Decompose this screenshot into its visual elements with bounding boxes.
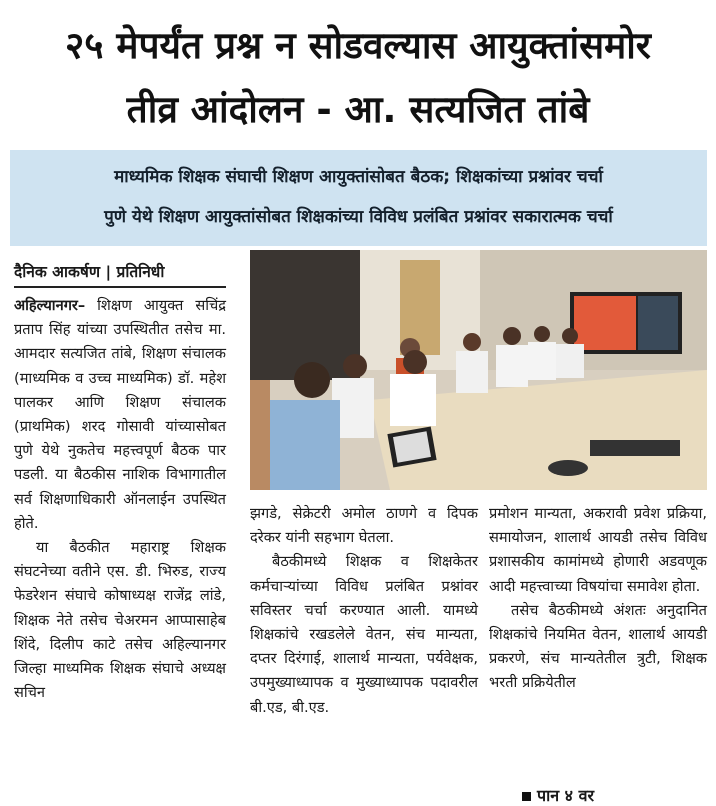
article-paragraph: बैठकीमध्ये शिक्षक व शिक्षकेतर कर्मचाऱ्यांच्या विविध प्रलंबित प्रश्नांवर सविस्तर चर्चा करण्यात आली. यामध्ये शिक्षकांचे रखडलेले वेतन, संच मान्यता, दप्तर दिरंगाई, शालार्थ मान्यता, पर्यवेक्षक, उपमुख्याध्यापक व मुख्याध्यापक पदावरील बी.एड, बी.एड. bbox=[250, 553, 478, 716]
headline-line-1: २५ मेपर्यंत प्रश्न न सोडवल्यास आयुक्तांसमोर bbox=[65, 24, 651, 67]
article-column-2 bbox=[250, 502, 478, 720]
byline-rule bbox=[14, 286, 226, 288]
article-paragraph: या बैठकीत महाराष्ट्र शिक्षक संघटनेच्या वतीने एस. डी. भिरुड, राज्य फेडरेशन संघाचे कोषाध्यक्ष राजेंद्र लांडे, शिक्षक नेते तसेच चेअरमन आप्पासाहेब शिंदे, दिलीप काटे तसेच अहिल्यानगर जिल्हा माध्यमिक शिक्षक संघाचे अध्यक्ष सचिन bbox=[14, 539, 226, 702]
article-paragraph: प्रमोशन मान्यता, अकरावी प्रवेश प्रक्रिया, समायोजन, शालार्थ आयडी तसेच विविध प्रशासकीय कामांमध्ये होणारी अडवणूक आदी महत्त्वाच्या विषयांचा समावेश होता. bbox=[489, 505, 707, 595]
article-paragraph bbox=[14, 294, 226, 536]
headline-line-2: तीव्र आंदोलन - आ. सत्यजित तांबे bbox=[126, 88, 590, 131]
paragraph-text: शिक्षण आयुक्त सचिंद्र प्रताप सिंह यांच्या उपस्थितीत तसेच मा. आमदार सत्यजित तांबे, शिक्षण संचालक (माध्यमिक व उच्च माध्यमिक) डॉ. महेश पालकर आणि शिक्षण संचालक (प्राथमिक) शरद गोसावी यांच्यासोबत पुणे येथे नुकतेच महत्त्वपूर्ण बैठक पार पडली. या बैठकीस नाशिक विभागातील सर्व शिक्षणाधिकारी ऑनलाईन उपस्थित होते. bbox=[14, 297, 226, 532]
subheadline-line-2: पुणे येथे शिक्षण आयुक्तांसोबत शिक्षकांच्या विविध प्रलंबित प्रश्नांवर सकारात्मक चर्चा bbox=[104, 207, 613, 227]
subheadline-line-1: माध्यमिक शिक्षक संघाची शिक्षण आयुक्तांसोबत बैठक; शिक्षकांच्या प्रश्नांवर चर्चा bbox=[114, 167, 603, 187]
continued-text: पान ४ वर bbox=[537, 786, 595, 805]
article-column-1 bbox=[14, 294, 226, 705]
meeting-photo bbox=[250, 250, 707, 490]
continued-marker bbox=[522, 784, 594, 806]
square-bullet-icon bbox=[522, 792, 531, 801]
byline: दैनिक आकर्षण | प्रतिनिधी bbox=[14, 263, 165, 281]
article-paragraph: तसेच बैठकीमध्ये अंशतः अनुदानित शिक्षकांचे नियमित वेतन, शालार्थ आयडी प्रकरणे, संच मान्यतेतील त्रुटी, शिक्षक भरती प्रक्रियेतील bbox=[489, 601, 707, 692]
meeting-photo-illustration bbox=[250, 250, 707, 490]
dateline-place: अहिल्यानगर– bbox=[14, 297, 86, 314]
article-column-3 bbox=[489, 502, 707, 696]
article-paragraph: झगडे, सेक्रेटरी अमोल ठाणगे व दिपक दरेकर यांनी सहभाग घेतला. bbox=[250, 505, 478, 547]
subheadline-box bbox=[10, 150, 707, 246]
